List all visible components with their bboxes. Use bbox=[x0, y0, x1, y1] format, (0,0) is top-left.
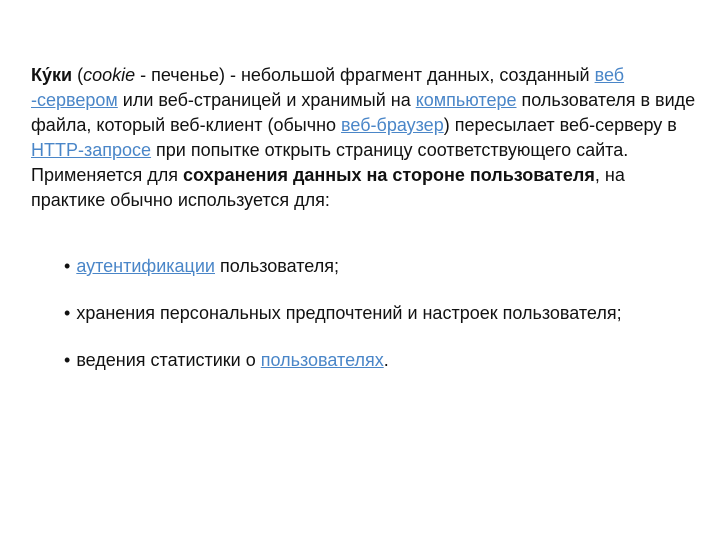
link-http-request[interactable]: HTTP-запросе bbox=[31, 140, 152, 160]
list-item-text: хранения персональных предпочтений и настроек пользователя; bbox=[76, 303, 622, 323]
bullet-marker: • bbox=[64, 303, 71, 323]
bullet-marker: • bbox=[64, 256, 71, 276]
link-web-server[interactable]: веб -сервером bbox=[31, 65, 625, 110]
definition-paragraph bbox=[31, 63, 696, 213]
definition-text-3: пользователя в виде файла, который веб-клиент (обычно bbox=[31, 90, 696, 135]
definition-text-4: ) пересылает веб-серверу в bbox=[443, 115, 677, 135]
definition-text-5: при попытке открыть страницу соответствующего сайта. Применяется для bbox=[31, 140, 629, 185]
gloss-open: ( bbox=[72, 65, 84, 85]
gloss-italic: cookie bbox=[83, 65, 136, 85]
definition-text-6: , на практике обычно используется для: bbox=[31, 165, 625, 210]
link-computer[interactable]: компьютере bbox=[415, 90, 517, 110]
link-browser[interactable]: веб-браузер bbox=[341, 115, 444, 135]
list-item bbox=[64, 301, 704, 326]
list-item bbox=[64, 348, 704, 373]
usage-list bbox=[64, 254, 704, 395]
list-item-tail: . bbox=[383, 350, 389, 370]
term-cookie: Ку́ки bbox=[31, 65, 73, 85]
list-item-text: ведения статистики о bbox=[76, 350, 261, 370]
list-item bbox=[64, 254, 704, 279]
list-item-text: пользователя; bbox=[214, 256, 339, 276]
bullet-marker: • bbox=[64, 350, 71, 370]
bold-purpose: сохранения данных на стороне пользователя bbox=[183, 165, 595, 185]
definition-text-2: или веб-страницей и хранимый на bbox=[117, 90, 416, 110]
gloss-rest: - печенье) - небольшой фрагмент данных, созданный bbox=[135, 65, 595, 85]
link-users[interactable]: пользователях bbox=[260, 350, 384, 370]
link-authentication[interactable]: аутентификации bbox=[76, 256, 215, 276]
